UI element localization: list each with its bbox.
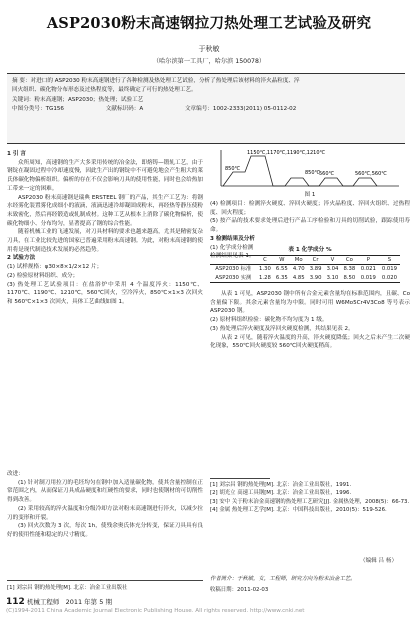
paragraph: (3) 热处理后淬火硬度及淬回火硬度检测，其结果见表 2。 [210,325,354,332]
editor-signature: （编辑 吕 杨） [360,558,398,564]
paragraph: (1) 试样规格：φ30×8×1/2×12 片； [7,264,103,271]
paragraph: 从表 2 可见，随着淬火温度的升高，淬火硬度降低；回火之后未产生二次硬化现象，550℃回火硬度较 560℃回火硬度稍高。 [210,334,410,350]
right-column-lower-text [210,290,410,351]
paragraph: 检测结果见表 1。 [210,253,255,260]
left-column-text [7,150,203,307]
table-cell: 1.30 [259,266,271,273]
author-affiliation: （哈尔滨第一工具厂，哈尔滨 150078） [152,58,266,65]
table-row [210,274,400,283]
copyright-watermark: (C)1994-2011 China Academic Journal Electronic Publishing House. All rights reserved. http://www.cnki.net [6,608,305,614]
table-cell: 6.35 [273,274,290,283]
page-number: 112 [6,597,25,607]
received-date: 收稿日期：2011-02-03 [210,587,269,593]
table-1-caption: 表 1 化学成分 % [288,247,332,253]
reference-item: [3] 安中 关于粉末冶金高速钢的热处理工艺研究[J]. 金属热处理，2008(5)：66-73. [210,498,410,505]
paragraph: ASP2030 粉末高速钢是瑞典 ERSTEEL 钢厂的产品，其生产工艺为：将钢水经雾化装置雾化成细小的液滴，液滴迅速冷却凝固成粉末，再经热等静压使粉末致密化，然后再经锻造或轧制成材。这种工艺从根本上消除了碳化物偏析，使碳化物细小、分布均匀，显著提高了钢的综合性能。 [7,194,203,227]
journal-name: 机械工程师 [26,598,60,606]
figure-1-caption: 图 1 [304,192,316,198]
table-cell: ASP2030 标准 [215,266,252,273]
table-cell: 4.70 [292,266,305,273]
left-footnote-rule [7,580,203,581]
table-header-cell: Mo [290,255,307,264]
table-cell: 0.019 [358,274,379,283]
paragraph: (1) 化学成分检测 [210,244,254,251]
author-name: 于秋敏 [198,45,220,53]
table-header-cell: P [358,255,379,264]
table-header-row [210,255,400,264]
references-rule [210,478,270,479]
article-number: 文章编号：1002-2333(2011) 05-0112-02 [184,106,297,113]
table-cell: 0.021 [360,266,376,273]
table-cell: 8.50 [341,274,358,283]
paragraph: 众所周知，高速钢的生产大多采用传统的冶金法，即熔铸—锻轧工艺，由于钢锭在凝固过程中冷却速度慢，因此生产出的钢锭中不可避免地会产生粗大的莱氏体碳化物偏析组织。偏析的存在不仅会影响刀具的使用性能，同时也会给热加工带来一定的困难。 [7,159,203,192]
heat-treatment-curve [223,156,377,186]
abstract-line-1: 摘 要：对进口的 ASP2030 粉末高速钢进行了各种检测及热处理工艺试验，分析了热处理后该材料的淬火晶粒度、淬 [12,78,300,84]
section-heading: 1 引 言 [7,151,26,157]
classification-line [12,105,400,114]
table-cell: ASP2030 实测 [210,274,256,283]
figure-1-process-curve [215,148,405,190]
table-cell: 3.10 [324,274,341,283]
table-1-chemical-composition [210,255,400,283]
table-header-cell: S [379,255,400,264]
paragraph: (3) 回火次数为 3 次，每次 1h，使残余奥氏体充分转变，保证刀具具有良好的使用性能和稳定的尺寸精度。 [7,523,203,538]
author-note: 作者简介：于秋敏，女，工程师，研究方向为粉末冶金工艺。 [210,576,356,582]
label-preheat-mid: 850℃ [305,170,321,176]
table-header-cell: W [273,255,290,264]
reference-list [210,481,410,515]
journal-issue: 2011 年第 5 期 [65,598,112,606]
reference-item: [2] 胡光立 高速工具钢[M]. 北京：冶金工业出版社，1996. [210,490,352,497]
label-quench-temps: 1150℃,1170℃,1190℃,1210℃ [247,150,326,156]
table-cell: 3.90 [307,274,324,283]
section-heading: 3 检测结果及分析 [210,235,255,242]
table-header-cell [210,255,256,264]
table-cell: 4.85 [290,274,307,283]
reference-item: [4] 金属 热处理工艺学[M]. 北京：中国科技出版社，2010(5)：519-526. [210,507,387,514]
label-temper-bottom: 560℃ [319,171,335,177]
table-header-cell: V [324,255,341,264]
reference-item: [1] 刘宗昌 钢的热处理[M]. 北京：冶金工业出版社，1991. [210,482,352,488]
paragraph: (5) 按产品的技术要求处理后进行产品工序检验和刀具的切削试验，跟踪使用寿命。 [210,218,410,234]
label-preheat-left: 850℃ [225,166,241,172]
left-column-lower-text [7,470,203,540]
table-cell: 1.28 [256,274,273,283]
table-cell: 0.019 [381,266,398,273]
abstract-box [7,73,405,144]
paragraph: 随着机械工业的飞速发展，对刀具材料的要求也越来越高，尤其是精密复杂刀具，在工业比较先进的国家已普遍采用粉末高速钢。为此，对粉末高速钢的使用将是现代制造技术发展的必然趋势。 [7,229,203,253]
table-cell: 3.04 [326,266,339,273]
section-heading: 2 试验方法 [7,255,36,262]
table-cell: 6.55 [275,266,288,273]
table-row [210,265,400,274]
paragraph: (3) 热处理工艺试验项目：在盐浴炉中采用 4 个温度淬火：1150℃、1170℃、1190℃、1210℃，560℃回火，空冷淬火，850℃×1×3 次回火和 560℃×1×3 次回火，具体工艺曲线如图 1。 [7,281,203,305]
label-temper-right: 560℃,560℃ [355,171,387,177]
table-cell: 8.38 [343,266,356,273]
paragraph: (2) 检验原材料组织、成分； [7,272,79,279]
table-1-block [210,246,410,283]
table-header-cell: Co [341,255,358,264]
document-code: 文献标识码：A [105,106,144,113]
article-title: ASP2030粉末高速钢拉刀热处理工艺试验及研究 [46,15,372,32]
paragraph: 改进： [7,471,24,477]
table-cell: 0.020 [379,274,400,283]
references [210,478,410,515]
paragraph: (2) 原材料组织检验：碳化物不均匀度为 1 级。 [210,317,328,324]
clc-number: 中图分类号：TG156 [12,106,64,113]
paragraph: 从表 1 可见，ASP2030 钢中所有合金元素含量均在标准范围内，且碳、Co 含量偏下限。其余元素含量均为中限。同时可用 W6Mo5Cr4V3Co8 等号表示 ASP2030 钢。 [210,291,410,315]
page-footer [6,597,112,607]
table-cell: 3.89 [309,266,322,273]
paragraph: (1) 针对制刀用拉刀的毛坯均匀在钢中加入适量碳化物，使其含量控制在正常范围之内，从而保证刀具成品硬度和红硬性的要求，同时也使钢材的可切削性得到改善。 [7,479,203,504]
table-header-cell: Cr [307,255,324,264]
paragraph: (2) 采用较高的淬火温度和分级冷却方法对粉末高速钢进行淬火，以减少拉刀的变形和开裂。 [7,505,203,521]
left-footnote: [1] 刘宗昌 钢的热处理[M]. 北京：冶金工业出版社 [7,585,128,591]
keywords-line: 关键词：粉末高速钢；ASP2030；热处理；试验工艺 [12,96,144,103]
table-header-cell: C [256,255,273,264]
paragraph: (4) 检测项目：检测淬火硬度、淬回火硬度；淬火晶粒度、淬回火组织、过热程度、回火程度； [210,201,410,216]
abstract-line-2: 回火组织、碳化物分布形态及过热程度等，最终确定了可行的热处理工艺。 [12,87,197,94]
